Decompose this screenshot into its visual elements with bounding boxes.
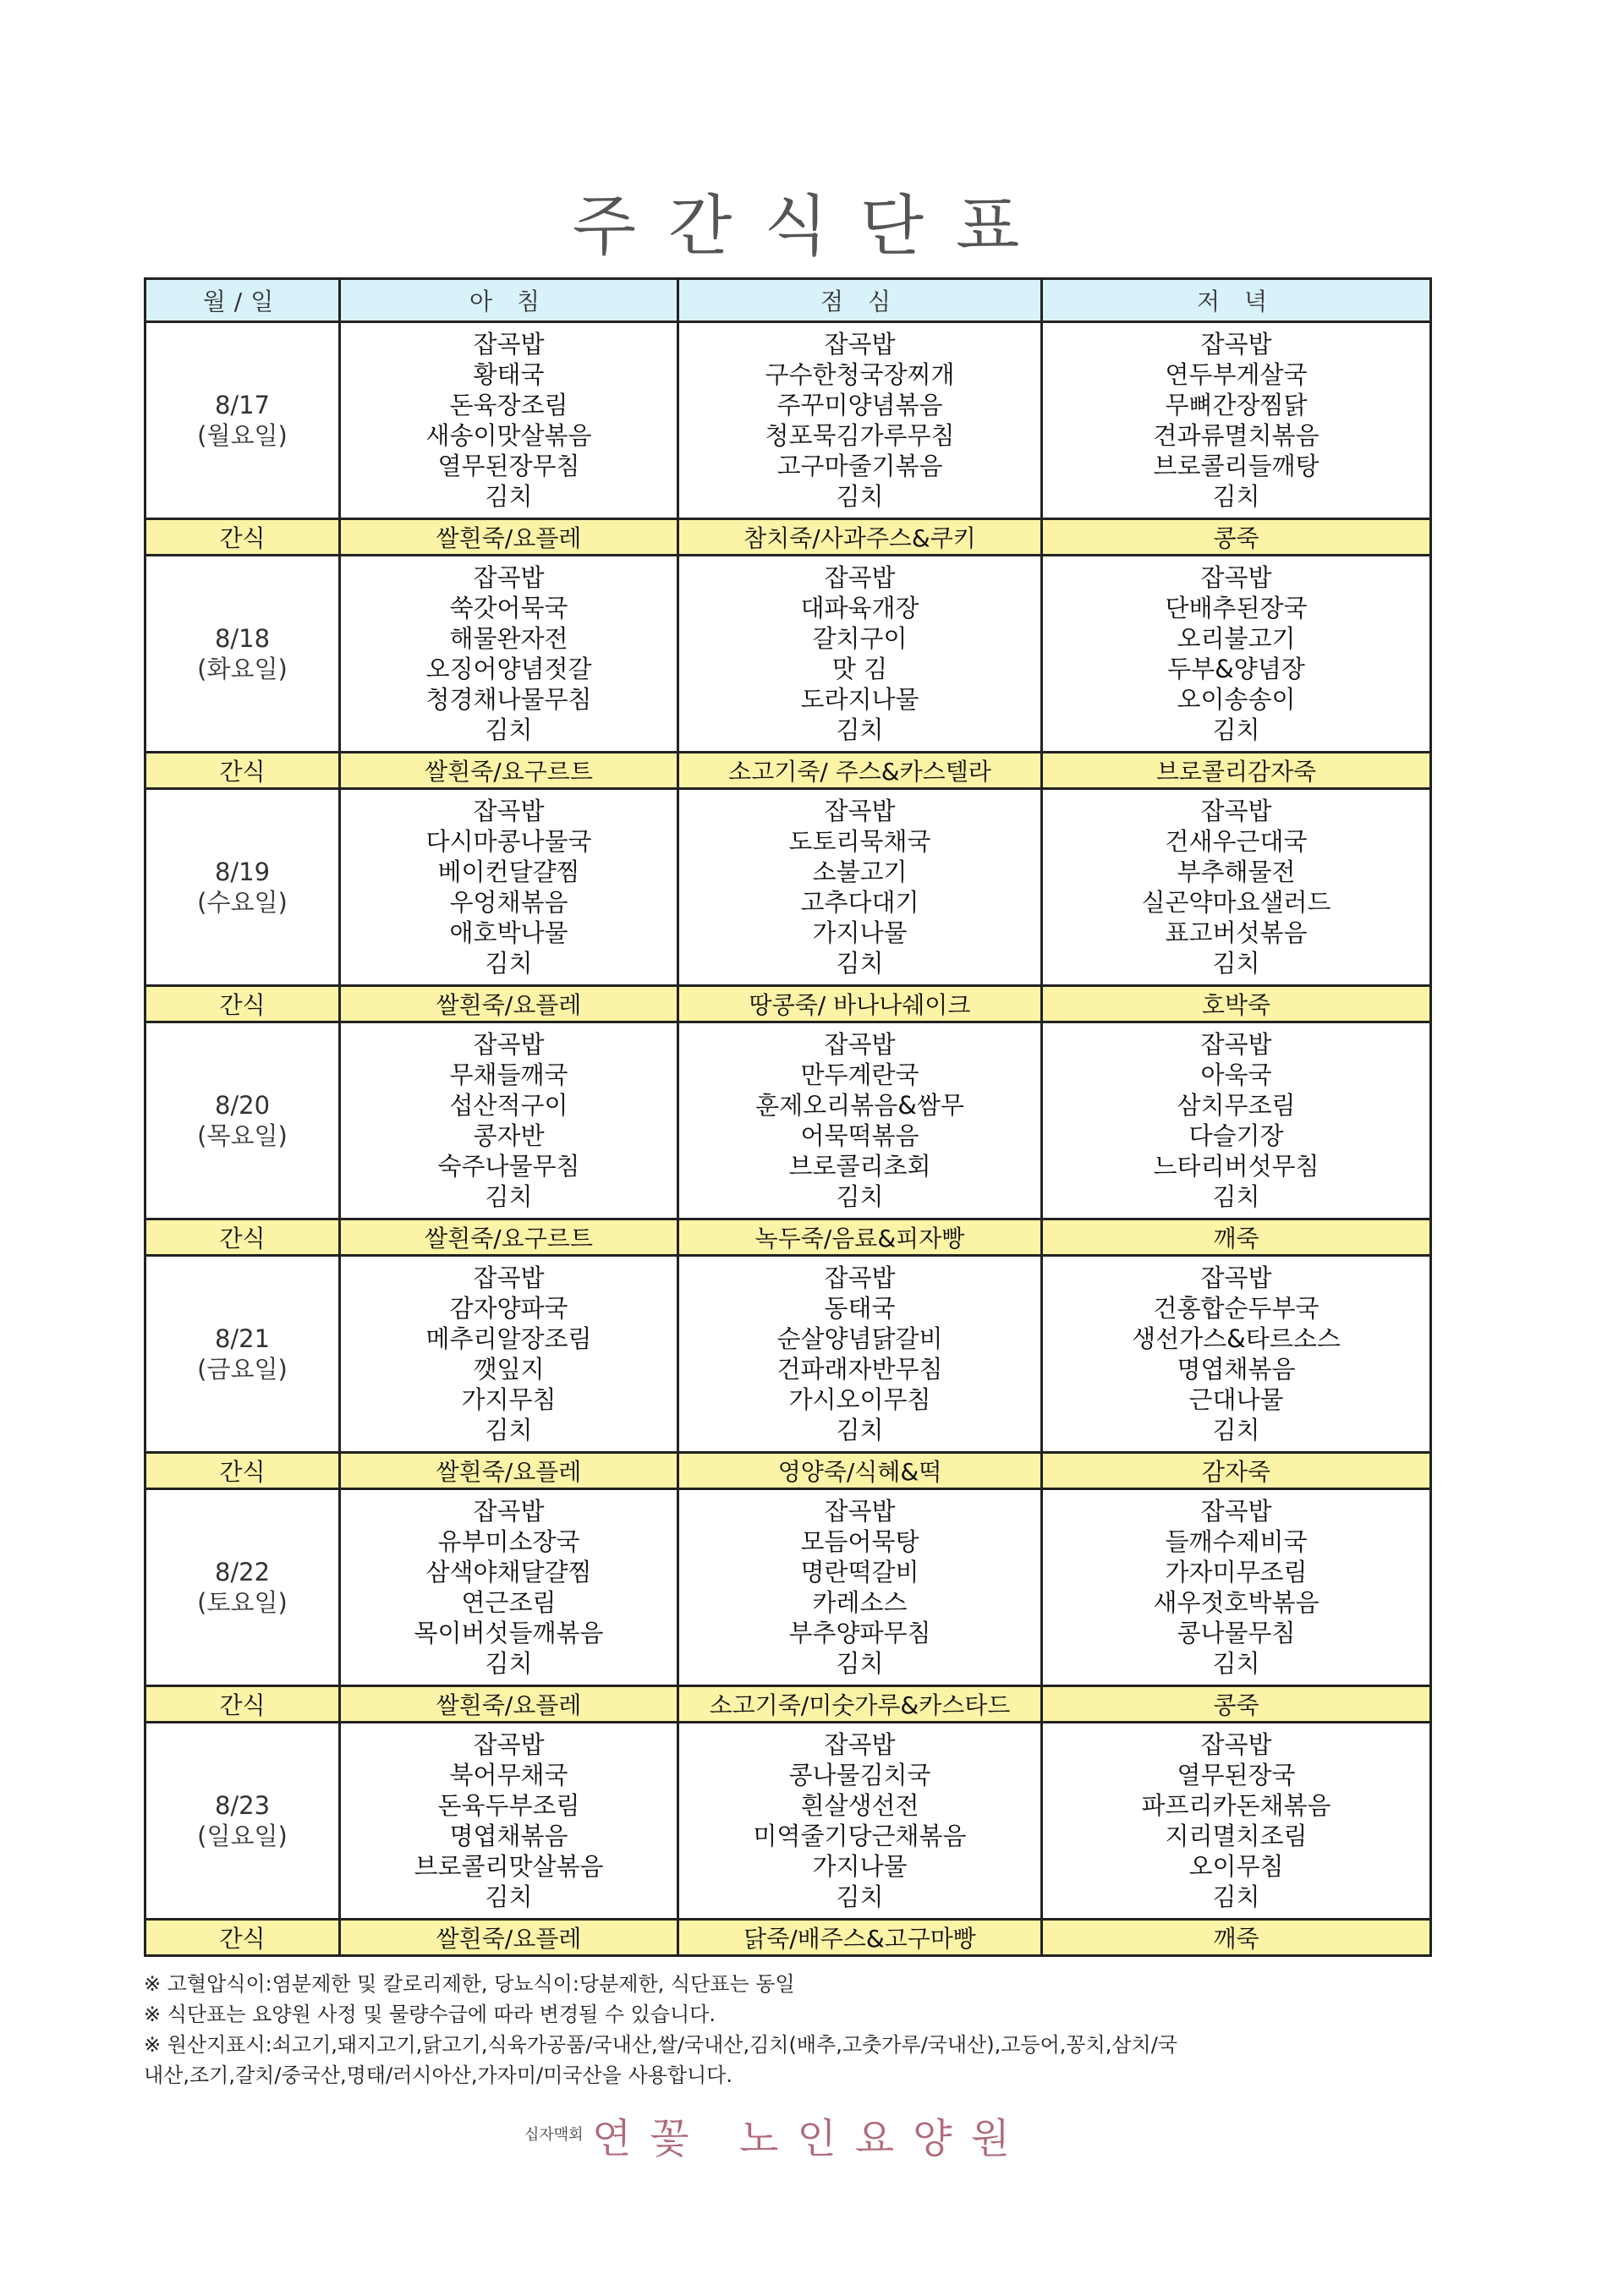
breakfast-cell	[340, 1022, 678, 1219]
logo-name: 연꽃 노인요양원	[592, 2115, 1029, 2162]
weekly-menu-table	[144, 277, 1432, 1957]
dish-item: 잡곡밥	[473, 1030, 545, 1059]
dish-item: 잡곡밥	[473, 1497, 545, 1526]
dish-item: 오징어양념젓갈	[425, 655, 592, 683]
dish-item: 잡곡밥	[1200, 1497, 1272, 1526]
lunch-cell	[678, 556, 1042, 753]
snack-cell: 녹두죽/음료&피자빵	[678, 1219, 1042, 1256]
snack-cell: 쌀흰죽/요플레	[340, 1920, 678, 1956]
dish-item: 김치	[485, 482, 533, 511]
date-cell	[145, 322, 340, 519]
dish-item: 삼색야채달걀찜	[425, 1558, 592, 1586]
dish-item: 실곤약마요샐러드	[1141, 888, 1331, 917]
dish-item: 맛 김	[831, 655, 888, 683]
dish-item: 흰살생선전	[800, 1791, 919, 1820]
weekday-label: (토요일)	[197, 1588, 288, 1617]
header-breakfast: 아 침	[340, 279, 678, 322]
dish-item: 열무된장국	[1177, 1761, 1296, 1789]
dish-item: 섭산적구이	[449, 1091, 568, 1120]
day-row	[145, 789, 1431, 986]
dish-item: 어묵떡볶음	[800, 1121, 919, 1150]
dish-item: 김치	[485, 1649, 533, 1678]
dish-item: 명엽채볶음	[1177, 1355, 1296, 1384]
dish-item: 김치	[485, 1182, 533, 1211]
note-line: ※ 원산지표시:쇠고기,돼지고기,닭고기,식육가공품/국내산,쌀/국내산,김치(배추,고춧가루/국내산),고등어,꽁치,삼치/국	[144, 2033, 1178, 2057]
dish-item: 갈치구이	[812, 624, 908, 653]
date-label: 8/18	[214, 624, 271, 653]
dinner-cell	[1042, 789, 1431, 986]
dinner-cell	[1042, 1489, 1431, 1686]
dish-item: 아욱국	[1200, 1060, 1272, 1089]
dish-item: 잡곡밥	[824, 1030, 896, 1059]
dish-item: 김치	[836, 1882, 884, 1911]
dish-item: 청포묵김가루무침	[765, 421, 955, 450]
dish-item: 잡곡밥	[1200, 797, 1272, 825]
snack-cell: 호박죽	[1042, 986, 1431, 1022]
dish-item: 잡곡밥	[824, 1730, 896, 1759]
dish-item: 느타리버섯무침	[1153, 1152, 1320, 1181]
dish-item: 감자양파국	[449, 1294, 568, 1323]
dish-item: 만두계란국	[800, 1060, 919, 1089]
date-label: 8/21	[214, 1324, 271, 1353]
dish-item: 김치	[836, 1182, 884, 1211]
dish-item: 북어무채국	[449, 1761, 568, 1789]
snack-cell: 쌀흰죽/요구르트	[340, 753, 678, 789]
snack-cell: 브로콜리감자죽	[1042, 753, 1431, 789]
dish-item: 지리멸치조림	[1165, 1822, 1308, 1850]
facility-logo	[457, 2097, 1100, 2165]
dish-item: 미역줄기당근채볶음	[753, 1822, 967, 1850]
dish-item: 무뼈간장찜닭	[1165, 391, 1308, 419]
snack-cell: 쌀흰죽/요플레	[340, 519, 678, 556]
date-cell	[145, 556, 340, 753]
dish-item: 잡곡밥	[473, 330, 545, 359]
table-header-row	[145, 279, 1431, 322]
dish-item: 연근조림	[461, 1588, 557, 1617]
dish-item: 잡곡밥	[473, 1263, 545, 1292]
dish-item: 콩나물김치국	[788, 1761, 931, 1789]
snack-cell: 깨죽	[1042, 1920, 1431, 1956]
dish-item: 잡곡밥	[1200, 330, 1272, 359]
dish-item: 부추양파무침	[788, 1619, 931, 1647]
day-row	[145, 1256, 1431, 1453]
dish-item: 가지무침	[461, 1385, 557, 1414]
date-label: 8/17	[214, 391, 271, 419]
dish-item: 구수한청국장찌개	[765, 360, 955, 389]
dish-item: 애호박나물	[449, 918, 568, 947]
dish-item: 도토리묵채국	[788, 827, 931, 856]
dish-item: 다슬기장	[1188, 1121, 1284, 1150]
lunch-cell	[678, 789, 1042, 986]
snack-row	[145, 1920, 1431, 1956]
breakfast-cell	[340, 1489, 678, 1686]
snack-cell: 영양죽/식혜&떡	[678, 1453, 1042, 1489]
dish-item: 브로콜리맛살볶음	[414, 1852, 604, 1881]
dish-item: 잡곡밥	[824, 1497, 896, 1526]
dish-item: 김치	[1212, 1649, 1260, 1678]
dish-item: 훈제오리볶음&쌈무	[755, 1091, 964, 1120]
dish-item: 건파래자반무침	[776, 1355, 943, 1384]
dish-item: 가시오이무침	[788, 1385, 931, 1414]
dish-item: 새송이맛살볶음	[425, 421, 592, 450]
dish-item: 열무된장무침	[437, 452, 580, 480]
lunch-cell	[678, 1022, 1042, 1219]
dish-item: 김치	[836, 949, 884, 978]
dish-item: 오이무침	[1188, 1852, 1284, 1881]
dish-item: 김치	[836, 482, 884, 511]
dish-item: 김치	[1212, 482, 1260, 511]
dish-item: 우엉채볶음	[449, 888, 568, 917]
dish-item: 해물완자전	[449, 624, 568, 653]
snack-label: 간식	[145, 986, 340, 1022]
dish-item: 무채들깨국	[449, 1060, 568, 1089]
dish-item: 베이컨달걀찜	[437, 858, 580, 886]
dish-item: 새우젓호박볶음	[1153, 1588, 1320, 1617]
day-row	[145, 322, 1431, 519]
weekday-label: (수요일)	[197, 888, 288, 917]
dish-item: 유부미소장국	[437, 1527, 580, 1556]
dinner-cell	[1042, 1022, 1431, 1219]
weekday-label: (월요일)	[197, 421, 288, 450]
dish-item: 김치	[1212, 1882, 1260, 1911]
snack-row	[145, 1686, 1431, 1723]
dish-item: 브로콜리들깨탕	[1153, 452, 1320, 480]
logo-subtitle: 십자맥회	[524, 2126, 584, 2144]
dish-item: 김치	[485, 1416, 533, 1444]
dish-item: 깻잎지	[473, 1355, 545, 1384]
dish-item: 가지나물	[812, 918, 908, 947]
header-date: 월/일	[145, 279, 340, 322]
snack-cell: 소고기죽/ 주스&카스텔라	[678, 753, 1042, 789]
snack-cell: 땅콩죽/ 바나나쉐이크	[678, 986, 1042, 1022]
dish-item: 단배추된장국	[1165, 594, 1308, 622]
snack-row	[145, 1219, 1431, 1256]
dish-item: 김치	[836, 1416, 884, 1444]
snack-label: 간식	[145, 1920, 340, 1956]
weekday-label: (목요일)	[197, 1121, 288, 1150]
dish-item: 잡곡밥	[473, 563, 545, 592]
snack-row	[145, 986, 1431, 1022]
snack-cell: 닭죽/배주스&고구마빵	[678, 1920, 1042, 1956]
note-line: ※ 식단표는 요양원 사정 및 물량수급에 따라 변경될 수 있습니다.	[144, 2003, 716, 2026]
dish-item: 들깨수제비국	[1165, 1527, 1308, 1556]
weekday-label: (일요일)	[197, 1822, 288, 1850]
dish-item: 연두부게살국	[1165, 360, 1308, 389]
dish-item: 가지나물	[812, 1852, 908, 1881]
dish-item: 주꾸미양념볶음	[776, 391, 943, 419]
snack-row	[145, 1453, 1431, 1489]
weekday-label: (화요일)	[197, 655, 288, 683]
note-line: 내산,조기,갈치/중국산,명태/러시아산,가자미/미국산을 사용합니다.	[144, 2063, 732, 2087]
day-row	[145, 1723, 1431, 1920]
dish-item: 부추해물전	[1177, 858, 1296, 886]
date-cell	[145, 1022, 340, 1219]
date-cell	[145, 1723, 340, 1920]
snack-label: 간식	[145, 519, 340, 556]
dish-item: 도라지나물	[800, 685, 919, 714]
notes-section	[144, 1969, 1446, 2091]
snack-cell: 소고기죽/미숫가루&카스타드	[678, 1686, 1042, 1723]
dish-item: 두부&양념장	[1167, 655, 1305, 683]
dinner-cell	[1042, 322, 1431, 519]
day-row	[145, 556, 1431, 753]
breakfast-cell	[340, 1256, 678, 1453]
snack-cell: 깨죽	[1042, 1219, 1431, 1256]
dish-item: 쑥갓어묵국	[449, 594, 568, 622]
dish-item: 동태국	[824, 1294, 896, 1323]
dish-item: 메추리알장조림	[425, 1324, 592, 1353]
lunch-cell	[678, 322, 1042, 519]
dish-item: 김치	[1212, 715, 1260, 744]
dish-item: 고추다대기	[800, 888, 919, 917]
snack-cell: 감자죽	[1042, 1453, 1431, 1489]
dish-item: 잡곡밥	[1200, 1730, 1272, 1759]
snack-cell: 쌀흰죽/요구르트	[340, 1219, 678, 1256]
dish-item: 목이버섯들깨볶음	[414, 1619, 604, 1647]
dish-item: 순살양념닭갈비	[776, 1324, 943, 1353]
snack-row	[145, 753, 1431, 789]
snack-cell: 참치죽/사과주스&쿠키	[678, 519, 1042, 556]
dish-item: 잡곡밥	[1200, 1263, 1272, 1292]
dish-item: 김치	[1212, 1182, 1260, 1211]
date-cell	[145, 1256, 340, 1453]
dish-item: 잡곡밥	[1200, 563, 1272, 592]
dish-item: 잡곡밥	[824, 1263, 896, 1292]
dish-item: 황태국	[473, 360, 545, 389]
snack-label: 간식	[145, 1453, 340, 1489]
dinner-cell	[1042, 1723, 1431, 1920]
dish-item: 돈육두부조림	[437, 1791, 580, 1820]
snack-label: 간식	[145, 1219, 340, 1256]
dish-item: 김치	[1212, 1416, 1260, 1444]
dish-item: 오이송송이	[1177, 685, 1296, 714]
date-cell	[145, 789, 340, 986]
dish-item: 소불고기	[812, 858, 908, 886]
dish-item: 잡곡밥	[473, 797, 545, 825]
date-label: 8/20	[214, 1091, 271, 1120]
dish-item: 김치	[1212, 949, 1260, 978]
date-label: 8/22	[214, 1558, 271, 1586]
dish-item: 잡곡밥	[824, 563, 896, 592]
dish-item: 오리불고기	[1177, 624, 1296, 653]
breakfast-cell	[340, 322, 678, 519]
page-title: 주간식단표	[572, 189, 1052, 265]
breakfast-cell	[340, 1723, 678, 1920]
lunch-cell	[678, 1489, 1042, 1686]
lunch-cell	[678, 1256, 1042, 1453]
dish-item: 다시마콩나물국	[425, 827, 592, 856]
snack-cell: 쌀흰죽/요플레	[340, 1686, 678, 1723]
weekday-label: (금요일)	[197, 1355, 288, 1384]
dish-item: 잡곡밥	[824, 797, 896, 825]
dish-item: 명란떡갈비	[800, 1558, 919, 1586]
dish-item: 잡곡밥	[824, 330, 896, 359]
dish-item: 모듬어묵탕	[800, 1527, 919, 1556]
dish-item: 김치	[485, 715, 533, 744]
dish-item: 견과류멸치볶음	[1153, 421, 1320, 450]
dish-item: 김치	[836, 1649, 884, 1678]
breakfast-cell	[340, 556, 678, 753]
day-row	[145, 1022, 1431, 1219]
dinner-cell	[1042, 556, 1431, 753]
dish-item: 대파육개장	[800, 594, 919, 622]
dish-item: 잡곡밥	[1200, 1030, 1272, 1059]
dish-item: 청경채나물무침	[425, 685, 592, 714]
snack-cell: 쌀흰죽/요플레	[340, 1453, 678, 1489]
dish-item: 잡곡밥	[473, 1730, 545, 1759]
lunch-cell	[678, 1723, 1042, 1920]
breakfast-cell	[340, 789, 678, 986]
snack-label: 간식	[145, 1686, 340, 1723]
dish-item: 삼치무조림	[1177, 1091, 1296, 1120]
dish-item: 파프리카돈채볶음	[1141, 1791, 1331, 1820]
dish-item: 건홍합순두부국	[1153, 1294, 1320, 1323]
dish-item: 근대나물	[1188, 1385, 1284, 1414]
dish-item: 콩나물무침	[1177, 1619, 1296, 1647]
header-dinner: 저 녁	[1042, 279, 1431, 322]
dish-item: 콩자반	[473, 1121, 545, 1150]
dish-item: 숙주나물무침	[437, 1152, 580, 1181]
dish-item: 브로콜리초회	[788, 1152, 931, 1181]
dish-item: 명엽채볶음	[449, 1822, 568, 1850]
header-lunch: 점 심	[678, 279, 1042, 322]
dish-item: 김치	[485, 949, 533, 978]
dish-item: 생선가스&타르소스	[1132, 1324, 1341, 1353]
snack-cell: 콩죽	[1042, 519, 1431, 556]
dish-item: 표고버섯볶음	[1165, 918, 1308, 947]
dish-item: 건새우근대국	[1165, 827, 1308, 856]
snack-cell: 쌀흰죽/요플레	[340, 986, 678, 1022]
snack-cell: 콩죽	[1042, 1686, 1431, 1723]
snack-label: 간식	[145, 753, 340, 789]
dish-item: 김치	[836, 715, 884, 744]
dish-item: 돈육장조림	[449, 391, 568, 419]
dish-item: 고구마줄기볶음	[776, 452, 943, 480]
date-label: 8/19	[214, 858, 271, 886]
dish-item: 김치	[485, 1882, 533, 1911]
snack-row	[145, 519, 1431, 556]
day-row	[145, 1489, 1431, 1686]
note-line: ※ 고혈압식이:염분제한 및 칼로리제한, 당뇨식이:당분제한, 식단표는 동일	[144, 1972, 795, 1996]
date-cell	[145, 1489, 340, 1686]
dish-item: 카레소스	[812, 1588, 908, 1617]
date-label: 8/23	[214, 1791, 271, 1820]
dinner-cell	[1042, 1256, 1431, 1453]
dish-item: 가자미무조림	[1165, 1558, 1308, 1586]
